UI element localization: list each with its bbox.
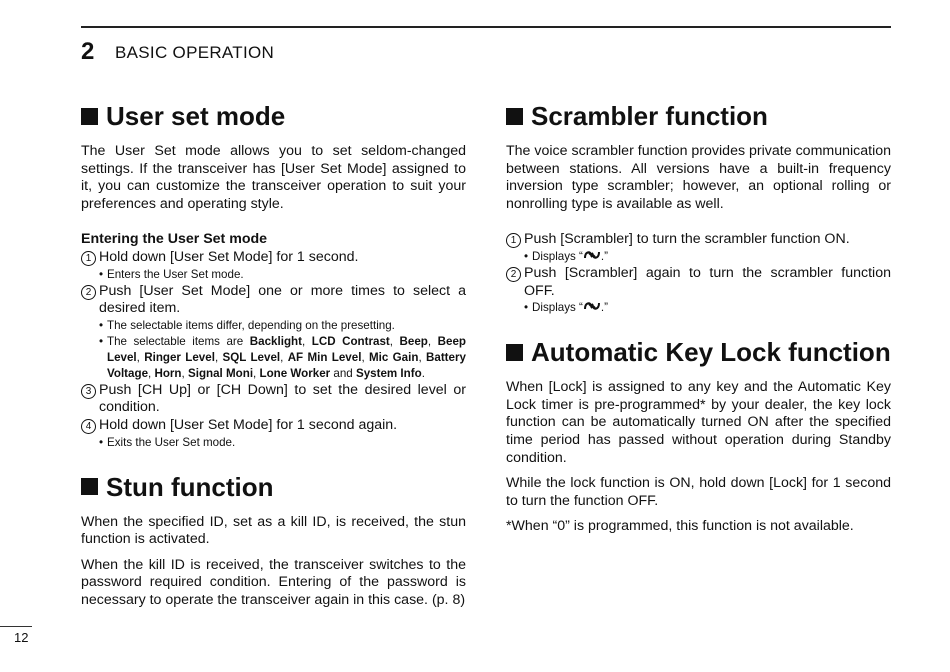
user-set-step-3: 3 Push [CH Up] or [CH Down] to set the desired level or condition. <box>81 382 466 417</box>
auto-lock-paragraph-2: While the lock function is ON, hold down [Lock] for 1 second to turn the function OFF. <box>506 475 891 509</box>
circled-number-icon: 1 <box>506 233 521 248</box>
circled-number-icon: 1 <box>81 251 96 266</box>
scrambler-step-1: 1 Push [Scrambler] to turn the scrambler function ON. <box>506 231 891 249</box>
stun-paragraph-1: When the specified ID, set as a kill ID, is received, the stun function is activated. <box>81 513 466 548</box>
user-set-step-2: 2 Push [User Set Mode] one or more times to select a desired item. <box>81 283 466 318</box>
user-set-step-2-note-2: • The selectable items are Backlight, LCD Contrast, Beep, Beep Level, Ringer Level, SQL Level, AF Min Level, Mic Gain, Battery Voltage, Horn, Signal Moni, Lone Worker and System Info. <box>99 334 467 380</box>
scrambler-icon <box>583 300 601 312</box>
scrambler-heading: Scrambler function <box>506 100 891 132</box>
auto-lock-footnote: *When “0” is programmed, this function is not available. <box>506 518 854 535</box>
circled-number-icon: 2 <box>81 285 96 300</box>
user-set-intro: The User Set mode allows you to set seldom-changed settings. If the transceiver has [User Set Mode] assigned to it, you can customize the transceiver operation to suit your preferences and operating style. <box>81 143 466 212</box>
circled-number-icon: 4 <box>81 419 96 434</box>
scrambler-step-1-note: • Displays “ .” <box>524 249 608 263</box>
user-set-step-4-note: • Exits the User Set mode. <box>99 435 236 449</box>
auto-lock-paragraph-1: When [Lock] is assigned to any key and the Automatic Key Lock timer is pre-programmed* by your dealer, the key lock function can be automatically turned ON after the specified time period has passed without operation during Standby condition. <box>506 379 891 466</box>
circled-number-icon: 3 <box>81 384 96 399</box>
scrambler-intro: The voice scrambler function provides private communication between stations. All versions have a built-in frequency inversion type scrambler; however, an optional rolling or nonrolling type is available as well. <box>506 143 891 212</box>
section-square-icon <box>81 478 98 495</box>
section-square-icon <box>506 108 523 125</box>
user-set-heading: User set mode <box>81 100 466 132</box>
scrambler-step-2: 2 Push [Scrambler] again to turn the scrambler function OFF. <box>506 265 891 300</box>
page-number-rule <box>0 626 32 627</box>
auto-key-lock-heading: Automatic Key Lock function <box>506 336 891 368</box>
stun-paragraph-2: When the kill ID is received, the transceiver switches to the password required condition. Entering of the password is necessary to operate the transceiver again in this case. (p. 8) <box>81 556 466 608</box>
user-set-step-4: 4 Hold down [User Set Mode] for 1 second again. <box>81 417 466 435</box>
scrambler-icon <box>583 249 601 261</box>
section-square-icon <box>81 108 98 125</box>
page-number: 12 <box>14 630 29 645</box>
chapter-title: BASIC OPERATION <box>115 43 275 62</box>
scrambler-step-2-note: • Displays “ .” <box>524 301 608 315</box>
stun-heading: Stun function <box>81 471 466 503</box>
user-set-step-1: 1 Hold down [User Set Mode] for 1 second. <box>81 249 466 267</box>
user-set-step-1-note: • Enters the User Set mode. <box>99 267 244 281</box>
left-column <box>81 100 466 610</box>
header-rule <box>81 26 891 28</box>
user-set-step-2-note-1: • The selectable items differ, depending on the presetting. <box>99 318 395 332</box>
section-square-icon <box>506 344 523 361</box>
circled-number-icon: 2 <box>506 267 521 282</box>
right-column <box>506 100 891 536</box>
entering-user-set-subhead: Entering the User Set mode <box>81 231 268 248</box>
chapter-number: 2 <box>81 38 95 65</box>
